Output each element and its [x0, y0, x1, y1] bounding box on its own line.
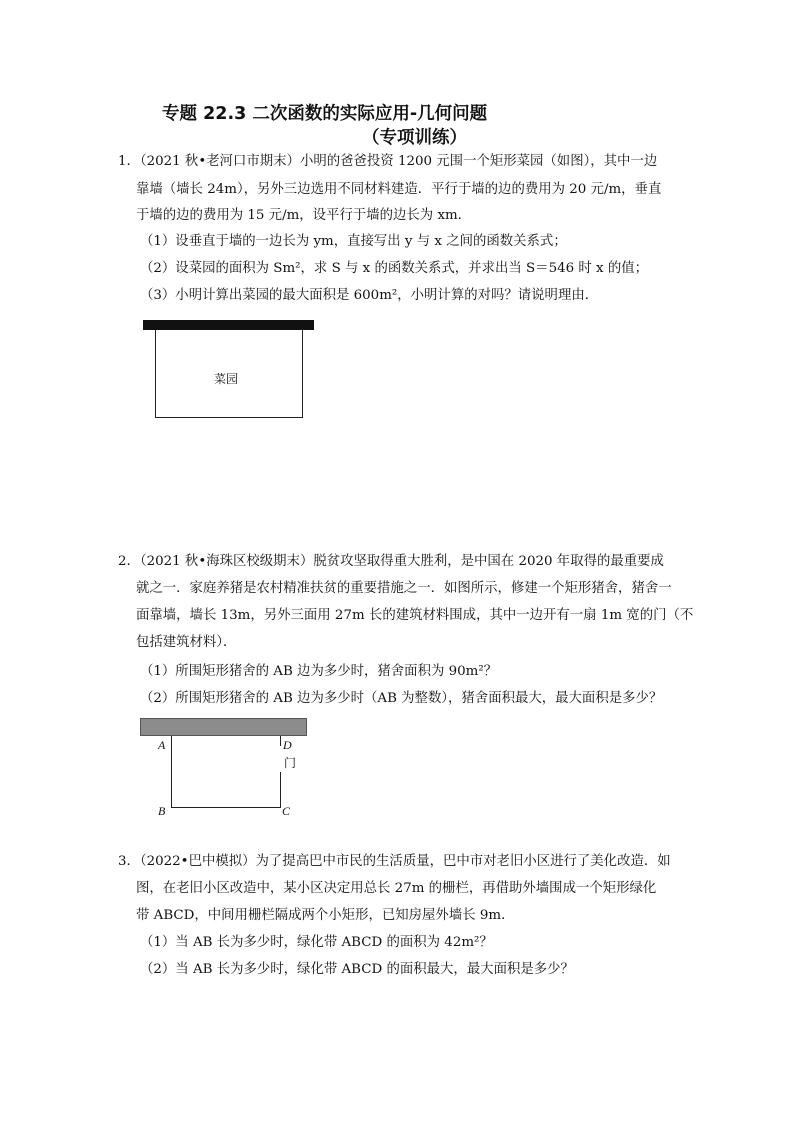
q3-line-2: 图，在老旧小区改造中，某小区决定用总长 27m 的栅栏，再借助外墙围成一个矩形绿化 — [136, 881, 657, 896]
page-subtitle: （专项训练） — [362, 128, 467, 148]
pigsty-right-top — [280, 736, 281, 746]
q3-line-3: 带 ABCD，中间用栅栏隔成两个小矩形，已知房屋外墙长 9m． — [136, 908, 515, 923]
q3-line-1: 3．（2022•巴中模拟）为了提高巴中市民的生活质量，巴中市对老旧小区进行了美化改造．如 — [118, 854, 671, 869]
q3-part-1: （1）当 AB 长为多少时，绿化带 ABCD 的面积为 42m²？ — [140, 935, 493, 950]
pigsty-left-bottom — [171, 736, 281, 808]
point-D: D — [283, 738, 292, 752]
point-A: A — [158, 738, 166, 752]
q1-part-3: （3）小明计算出菜园的最大面积是 600m²，小明计算的对吗？请说明理由． — [140, 288, 599, 303]
q2-part-2: （2）所围矩形猪舍的 AB 边为多少时（AB 为整数），猪舍面积最大，最大面积是多少？ — [140, 691, 663, 706]
q1-part-1: （1）设垂直于墙的一边长为 ym，直接写出 y 与 x 之间的函数关系式； — [140, 234, 567, 249]
q1-line-2: 靠墙（墙长 24m），另外三边选用不同材料建造．平行于墙的边的费用为 20 元/m，垂直 — [136, 182, 662, 197]
garden-label: 菜园 — [214, 372, 239, 386]
q3-part-2: （2）当 AB 长为多少时，绿化带 ABCD 的面积最大，最大面积是多少？ — [140, 962, 574, 977]
door-label: 门 — [284, 756, 297, 770]
q1-part-2: （2）设菜园的面积为 Sm²，求 S 与 x 的函数关系式，并求出当 S＝546 时 x 的值； — [140, 261, 649, 276]
wall-bar — [143, 320, 314, 330]
point-B: B — [158, 804, 166, 818]
q2-line-4: 包括建筑材料）． — [136, 635, 237, 650]
q1-line-3: 于墙的边的费用为 15 元/m，设平行于墙的边长为 xm． — [136, 208, 472, 223]
page-title: 专题 22.3 二次函数的实际应用-几何问题 — [162, 104, 488, 124]
q2-line-3: 面靠墙，墙长 13m，另外三面用 27m 长的建筑材料围成，其中一边开有一扇 1m 宽的门（不 — [136, 608, 694, 623]
wall-bar-gray — [140, 718, 307, 736]
pigsty-right-bottom — [280, 772, 281, 808]
q2-line-1: 2．（2021 秋•海珠区校级期末）脱贫攻坚取得重大胜利，是中国在 2020 年取得的最重要成 — [118, 554, 664, 569]
q2-part-1: （1）所围矩形猪舍的 AB 边为多少时，猪舍面积为 90m²？ — [140, 664, 498, 679]
point-C: C — [282, 804, 291, 818]
q1-line-1: 1．（2021 秋•老河口市期末）小明的爸爸投资 1200 元围一个矩形菜园（如图），其中一边 — [118, 154, 658, 169]
q2-line-2: 就之一．家庭养猪是农村精准扶贫的重要措施之一．如图所示，修建一个矩形猪舍，猪舍一 — [136, 581, 672, 596]
